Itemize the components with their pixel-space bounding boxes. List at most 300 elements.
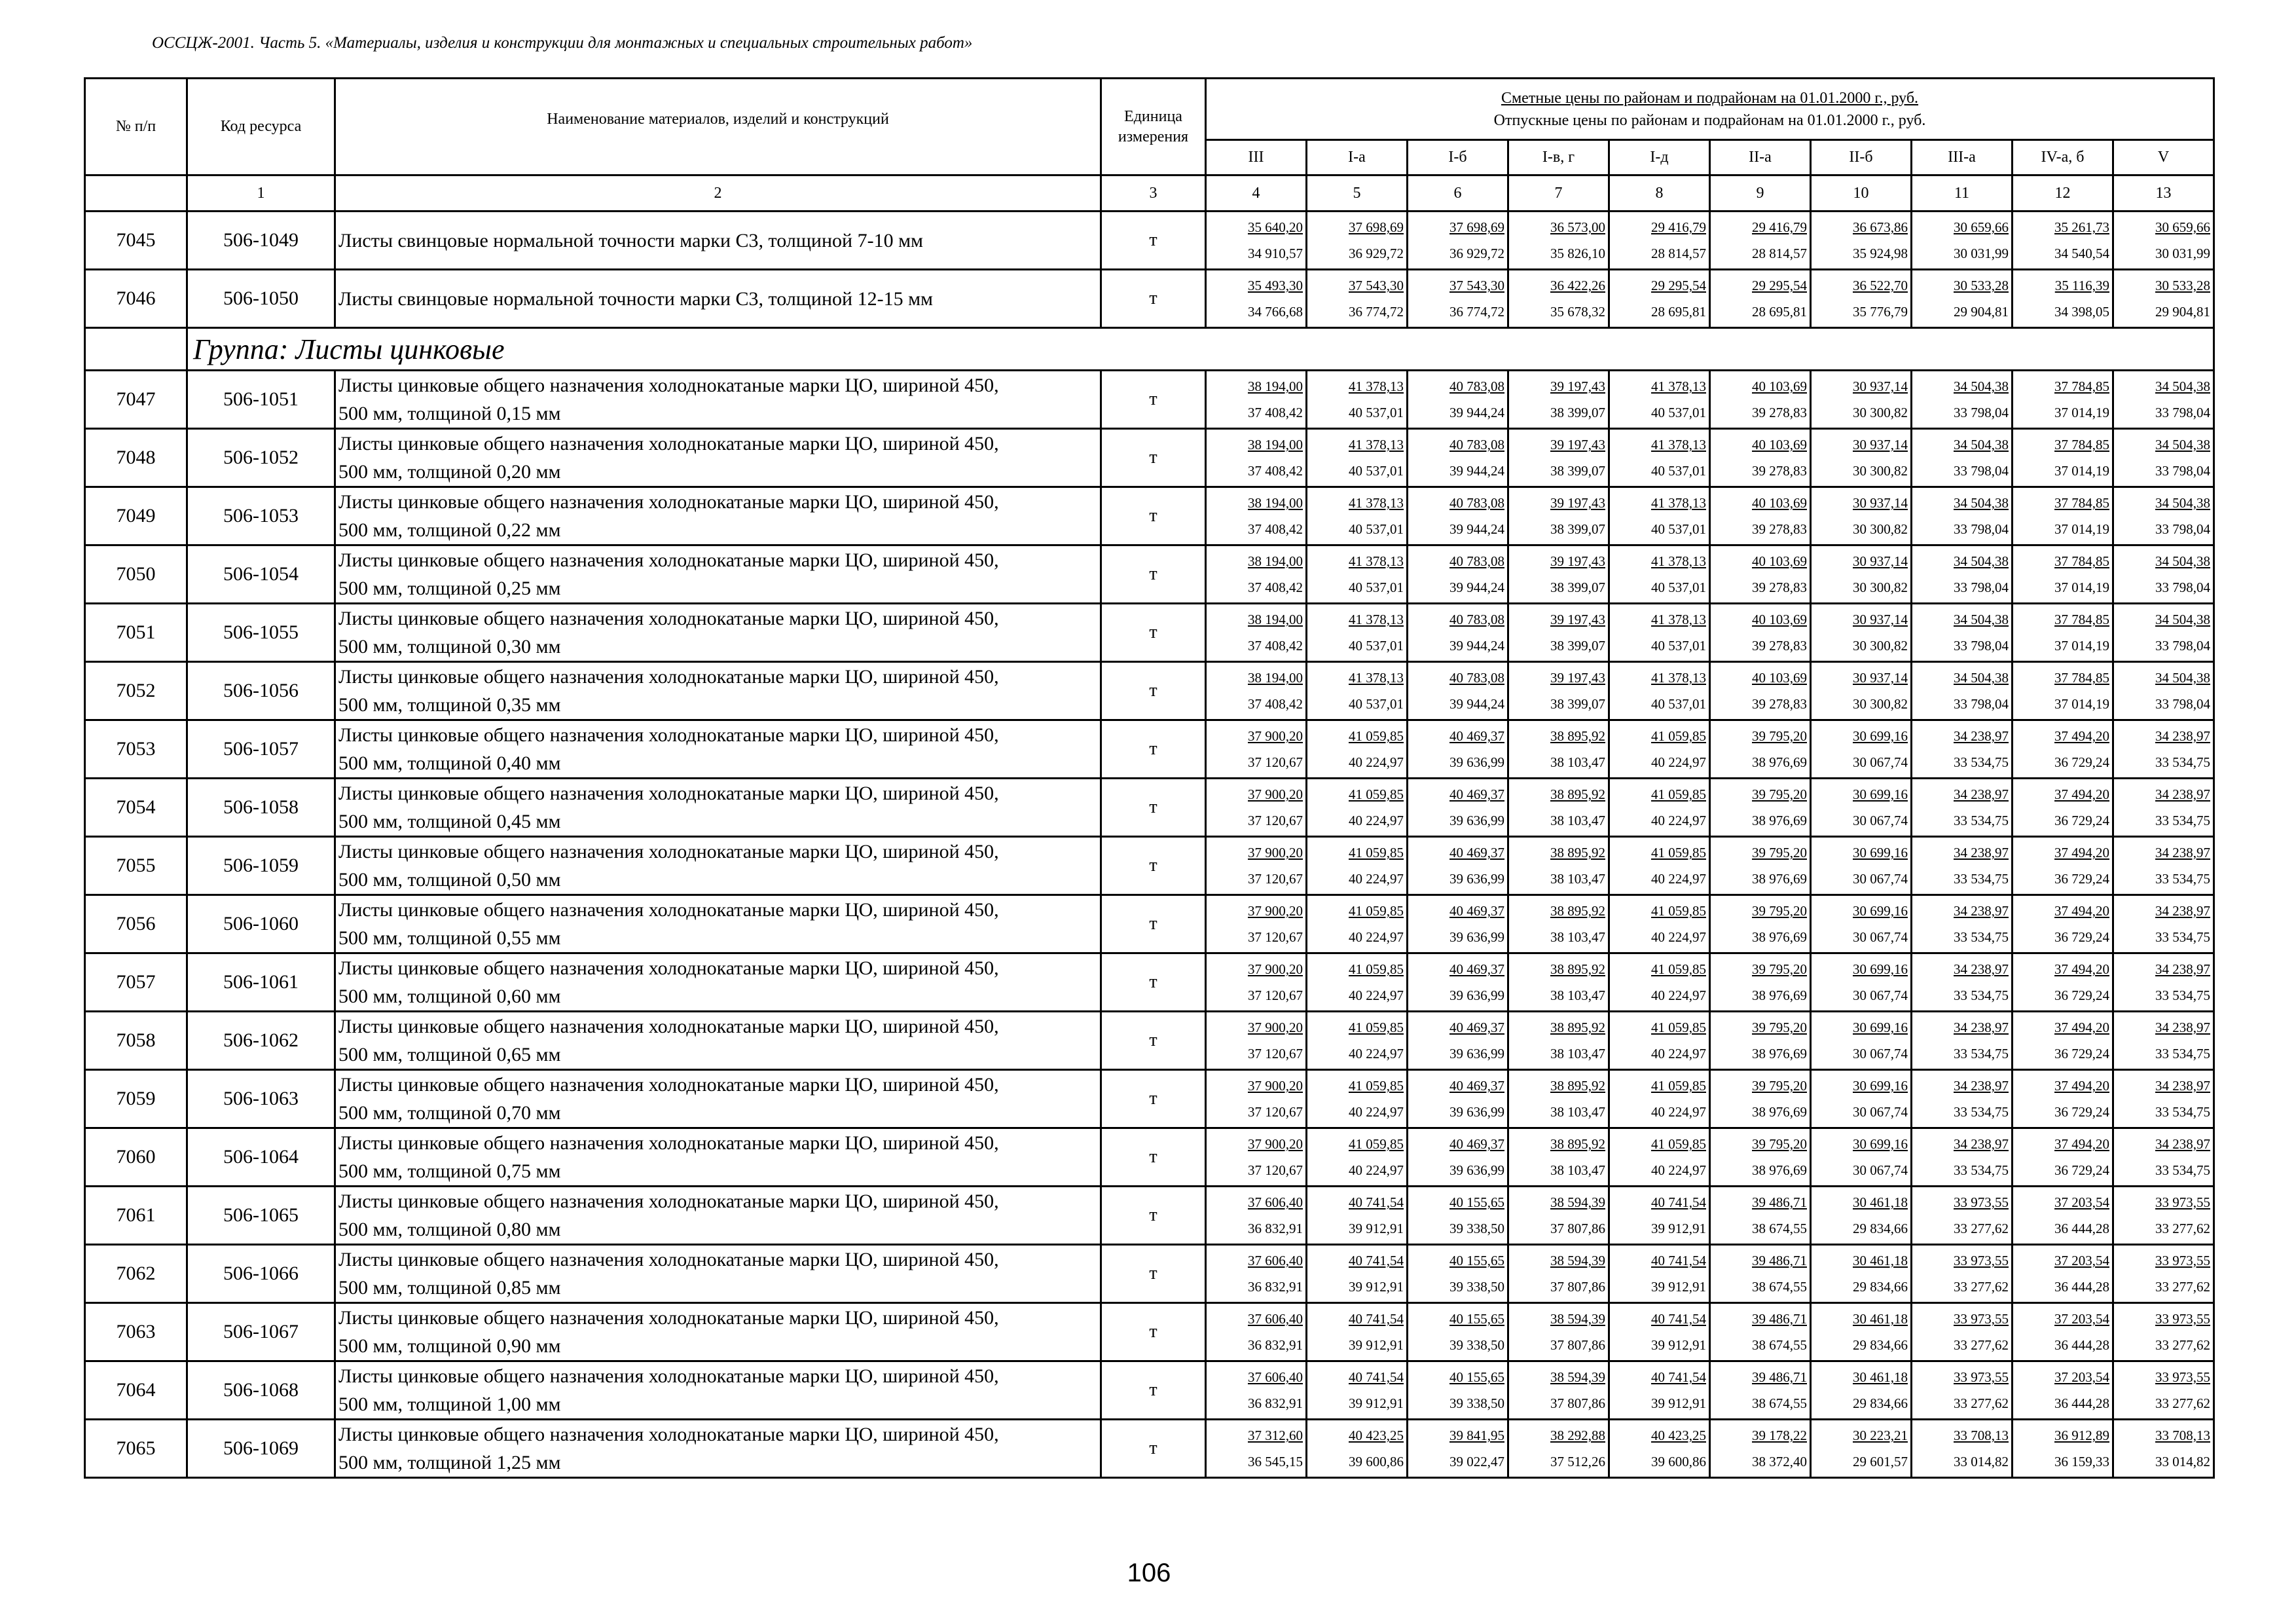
table-row (85, 270, 2214, 328)
release-price: 33 798,04 (1954, 405, 2009, 420)
release-price: 30 300,82 (1853, 405, 1908, 420)
row-number: 7050 (85, 545, 187, 604)
estimate-price: 40 155,65 (1449, 1253, 1504, 1268)
row-number: 7053 (85, 720, 187, 779)
price-cell (2113, 1361, 2214, 1420)
estimate-price: 39 197,43 (1550, 612, 1605, 627)
price-cell (1508, 545, 1609, 604)
price-cell (2013, 1012, 2113, 1070)
estimate-price: 38 895,92 (1550, 786, 1605, 802)
release-price: 39 022,47 (1449, 1454, 1504, 1469)
price-cell (1811, 429, 1912, 487)
price-cell (2013, 429, 2113, 487)
unit: т (1101, 779, 1206, 837)
estimate-price: 38 292,88 (1550, 1428, 1605, 1443)
price-cell (1912, 487, 2013, 545)
release-price: 39 338,50 (1449, 1221, 1504, 1236)
row-number: 7046 (85, 270, 187, 328)
estimate-price: 37 494,20 (2054, 786, 2109, 802)
material-name-line2: 500 мм, толщиной 0,55 мм (338, 927, 561, 949)
estimate-price: 30 659,66 (1954, 219, 2009, 235)
table-row (85, 487, 2214, 545)
price-cell (1811, 837, 1912, 895)
material-name-line2: 500 мм, толщиной 0,60 мм (338, 986, 561, 1007)
estimate-price: 38 194,00 (1248, 495, 1303, 511)
release-price: 38 103,47 (1550, 1046, 1605, 1061)
estimate-price: 30 699,16 (1853, 728, 1908, 744)
table-row (85, 1012, 2214, 1070)
material-name-line2: 500 мм, толщиной 0,90 мм (338, 1335, 561, 1357)
resource-code: 506-1058 (187, 779, 335, 837)
release-price: 37 408,42 (1248, 463, 1303, 479)
estimate-price: 41 378,13 (1651, 437, 1706, 452)
price-cell (1609, 953, 1710, 1012)
price-cell (1811, 545, 1912, 604)
release-price: 33 798,04 (2155, 521, 2211, 537)
release-price: 36 444,28 (2054, 1395, 2109, 1411)
material-name (335, 1070, 1101, 1128)
price-cell (2113, 487, 2214, 545)
estimate-price: 39 486,71 (1752, 1194, 1807, 1210)
price-cell (2013, 371, 2113, 429)
estimate-price: 37 203,54 (2054, 1194, 2109, 1210)
row-number: 7061 (85, 1187, 187, 1245)
row-number: 7055 (85, 837, 187, 895)
material-name-line2: 500 мм, толщиной 0,40 мм (338, 752, 561, 774)
estimate-price: 30 461,18 (1853, 1311, 1908, 1327)
release-price: 38 103,47 (1550, 1162, 1605, 1178)
unit: т (1101, 212, 1206, 270)
estimate-price: 39 841,95 (1449, 1428, 1504, 1443)
unit: т (1101, 1128, 1206, 1187)
estimate-price: 34 504,38 (1954, 437, 2009, 452)
release-price: 34 398,05 (2054, 304, 2109, 320)
release-price: 28 695,81 (1752, 304, 1807, 320)
release-price: 40 224,97 (1349, 813, 1404, 828)
table-row (85, 837, 2214, 895)
price-cell (1307, 953, 1408, 1012)
release-price: 39 278,83 (1752, 463, 1807, 479)
price-cell (1206, 1187, 1307, 1245)
release-price: 33 534,75 (1954, 754, 2009, 770)
estimate-price: 40 741,54 (1651, 1369, 1706, 1385)
table-row (85, 604, 2214, 662)
price-cell (2113, 1187, 2214, 1245)
price-cell (1710, 953, 1811, 1012)
release-price: 33 534,75 (1954, 987, 2009, 1003)
table-row (85, 779, 2214, 837)
column-number: 3 (1101, 175, 1206, 212)
price-cell (1609, 1070, 1710, 1128)
estimate-price: 34 504,38 (1954, 612, 2009, 627)
estimate-price: 34 238,97 (1954, 961, 2009, 977)
price-cell (1609, 604, 1710, 662)
estimate-price: 29 295,54 (1651, 278, 1706, 293)
release-price: 33 798,04 (2155, 696, 2211, 712)
release-price: 39 636,99 (1449, 929, 1504, 945)
row-number: 7060 (85, 1128, 187, 1187)
estimate-price: 39 795,20 (1752, 1020, 1807, 1035)
release-price: 33 534,75 (1954, 813, 2009, 828)
price-cell (1710, 1012, 1811, 1070)
price-cell (1206, 604, 1307, 662)
column-number: 5 (1307, 175, 1408, 212)
price-cell (1710, 604, 1811, 662)
price-cell (1408, 1187, 1508, 1245)
release-price: 40 224,97 (1651, 987, 1706, 1003)
table-body (85, 175, 2214, 1478)
release-price: 37 408,42 (1248, 405, 1303, 420)
release-price: 39 912,91 (1349, 1337, 1404, 1353)
estimate-price: 30 699,16 (1853, 903, 1908, 919)
group-title: Группа: Листы цинковые (187, 328, 2214, 371)
material-name (335, 1361, 1101, 1420)
release-price: 37 807,86 (1550, 1395, 1605, 1411)
price-cell (1811, 1420, 1912, 1478)
estimate-price: 40 783,08 (1449, 495, 1504, 511)
price-cell (1811, 270, 1912, 328)
price-cell (2113, 604, 2214, 662)
table-row (85, 1128, 2214, 1187)
material-name-line1: Листы цинковые общего назначения холоднокатаные марки ЦО, шириной 450, (338, 1249, 999, 1270)
release-price: 33 798,04 (1954, 696, 2009, 712)
resource-code: 506-1055 (187, 604, 335, 662)
estimate-price: 40 469,37 (1449, 786, 1504, 802)
estimate-price: 40 155,65 (1449, 1369, 1504, 1385)
price-cell (1609, 429, 1710, 487)
price-cell (1710, 212, 1811, 270)
estimate-price: 33 708,13 (2155, 1428, 2211, 1443)
release-price: 40 224,97 (1651, 871, 1706, 887)
release-price: 30 067,74 (1853, 1104, 1908, 1120)
price-cell (1206, 837, 1307, 895)
price-cell (1710, 720, 1811, 779)
material-name-line2: 500 мм, толщиной 0,50 мм (338, 869, 561, 891)
estimate-price: 38 895,92 (1550, 1136, 1605, 1152)
price-cell (2013, 270, 2113, 328)
price-cell (1508, 1012, 1609, 1070)
release-price: 35 678,32 (1550, 304, 1605, 320)
price-cell (1307, 837, 1408, 895)
price-cell (1508, 212, 1609, 270)
release-price: 37 014,19 (2054, 696, 2109, 712)
price-cell (1710, 779, 1811, 837)
price-cell (1811, 1303, 1912, 1361)
release-price: 35 776,79 (1853, 304, 1908, 320)
release-price: 30 067,74 (1853, 1046, 1908, 1061)
price-cell (1912, 720, 2013, 779)
table-row (85, 895, 2214, 953)
unit: т (1101, 1012, 1206, 1070)
price-cell (1307, 1187, 1408, 1245)
estimate-price: 39 795,20 (1752, 961, 1807, 977)
price-cell (1508, 1128, 1609, 1187)
material-name-line2: 500 мм, толщиной 0,65 мм (338, 1044, 561, 1065)
price-cell (2113, 1070, 2214, 1128)
price-cell (1912, 1070, 2013, 1128)
price-cell (1408, 1070, 1508, 1128)
price-cell (1408, 212, 1508, 270)
column-number: 12 (2013, 175, 2113, 212)
release-price: 30 067,74 (1853, 813, 1908, 828)
estimate-price: 40 741,54 (1651, 1194, 1706, 1210)
release-price: 40 537,01 (1349, 521, 1404, 537)
price-cell (1206, 953, 1307, 1012)
release-price: 33 798,04 (1954, 638, 2009, 654)
release-price: 39 912,91 (1349, 1279, 1404, 1295)
release-price: 39 912,91 (1651, 1337, 1706, 1353)
release-price: 33 534,75 (1954, 1104, 2009, 1120)
table-row (85, 720, 2214, 779)
price-cell (1408, 1303, 1508, 1361)
price-cell (2113, 1245, 2214, 1303)
price-cell (1508, 837, 1609, 895)
material-name-line2: 500 мм, толщиной 0,45 мм (338, 811, 561, 832)
release-price: 38 976,69 (1752, 1046, 1807, 1061)
estimate-price: 35 493,30 (1248, 278, 1303, 293)
release-price: 39 278,83 (1752, 696, 1807, 712)
price-cell (1206, 1245, 1307, 1303)
estimate-price: 34 238,97 (1954, 728, 2009, 744)
estimate-price: 38 594,39 (1550, 1311, 1605, 1327)
unit: т (1101, 1245, 1206, 1303)
price-cell (1307, 1245, 1408, 1303)
release-price: 30 300,82 (1853, 696, 1908, 712)
header-name: Наименование материалов, изделий и конструкций (335, 79, 1101, 175)
estimate-price: 40 469,37 (1449, 1136, 1504, 1152)
estimate-price: 41 059,85 (1349, 1136, 1404, 1152)
estimate-price: 35 261,73 (2054, 219, 2109, 235)
price-cell (1710, 487, 1811, 545)
price-cell (1912, 545, 2013, 604)
estimate-price: 37 606,40 (1248, 1369, 1303, 1385)
price-cell (2113, 1303, 2214, 1361)
release-price: 33 534,75 (2155, 754, 2211, 770)
estimate-price: 40 783,08 (1449, 612, 1504, 627)
estimate-price: 37 784,85 (2054, 378, 2109, 394)
estimate-price: 33 973,55 (2155, 1369, 2211, 1385)
row-number: 7048 (85, 429, 187, 487)
estimate-price: 37 900,20 (1248, 786, 1303, 802)
price-cell (1206, 1128, 1307, 1187)
release-price: 38 103,47 (1550, 813, 1605, 828)
material-name-line1: Листы цинковые общего назначения холоднокатаные марки ЦО, шириной 450, (338, 375, 999, 396)
price-cell (1206, 545, 1307, 604)
release-price: 29 834,66 (1853, 1221, 1908, 1236)
estimate-price: 40 469,37 (1449, 845, 1504, 860)
release-price: 37 807,86 (1550, 1337, 1605, 1353)
material-name-line1: Листы цинковые общего назначения холоднокатаные марки ЦО, шириной 450, (338, 491, 999, 513)
estimate-price: 33 973,55 (1954, 1369, 2009, 1385)
estimate-price: 33 973,55 (1954, 1253, 2009, 1268)
price-cell (1609, 1012, 1710, 1070)
release-price: 33 534,75 (2155, 871, 2211, 887)
release-price: 38 674,55 (1752, 1279, 1807, 1295)
material-name (335, 662, 1101, 720)
page-number: 106 (1127, 1559, 1171, 1587)
release-price: 29 601,57 (1853, 1454, 1908, 1469)
release-price: 36 444,28 (2054, 1279, 2109, 1295)
estimate-price: 41 059,85 (1651, 1136, 1706, 1152)
estimate-price: 30 461,18 (1853, 1194, 1908, 1210)
estimate-price: 30 937,14 (1853, 553, 1908, 569)
estimate-price: 41 378,13 (1349, 553, 1404, 569)
estimate-price: 39 486,71 (1752, 1253, 1807, 1268)
release-price: 40 224,97 (1349, 1046, 1404, 1061)
estimate-price: 30 699,16 (1853, 1020, 1908, 1035)
price-cell (1811, 953, 1912, 1012)
price-cell (1307, 1303, 1408, 1361)
estimate-price: 34 238,97 (2155, 786, 2211, 802)
price-cell (1508, 662, 1609, 720)
price-cell (1206, 779, 1307, 837)
row-number: 7057 (85, 953, 187, 1012)
price-cell (1307, 545, 1408, 604)
estimate-price: 30 699,16 (1853, 961, 1908, 977)
release-price: 33 277,62 (1954, 1395, 2009, 1411)
release-price: 36 832,91 (1248, 1337, 1303, 1353)
price-cell (1307, 720, 1408, 779)
price-cell (2113, 270, 2214, 328)
release-price: 40 224,97 (1651, 1046, 1706, 1061)
table-row (85, 953, 2214, 1012)
estimate-price: 30 937,14 (1853, 495, 1908, 511)
release-price: 39 944,24 (1449, 405, 1504, 420)
release-price: 38 399,07 (1550, 405, 1605, 420)
estimate-price: 34 504,38 (2155, 437, 2211, 452)
price-cell (1508, 604, 1609, 662)
material-name-line1: Листы цинковые общего назначения холоднокатаные марки ЦО, шириной 450, (338, 608, 999, 629)
estimate-price: 38 194,00 (1248, 670, 1303, 686)
release-price: 38 976,69 (1752, 871, 1807, 887)
release-price: 33 534,75 (1954, 871, 2009, 887)
estimate-price: 37 900,20 (1248, 1020, 1303, 1035)
release-price: 38 976,69 (1752, 1162, 1807, 1178)
price-cell (1710, 662, 1811, 720)
material-name-line1: Листы свинцовые нормальной точности марки С3, толщиной 7-10 мм (338, 229, 924, 251)
price-cell (1811, 720, 1912, 779)
estimate-price: 34 504,38 (1954, 670, 2009, 686)
estimate-price: 40 783,08 (1449, 670, 1504, 686)
estimate-price: 34 238,97 (1954, 903, 2009, 919)
price-cell (1508, 1187, 1609, 1245)
release-price: 40 224,97 (1349, 1162, 1404, 1178)
price-cell (2113, 662, 2214, 720)
estimate-price: 40 741,54 (1651, 1253, 1706, 1268)
price-cell (1206, 1012, 1307, 1070)
column-number: 6 (1408, 175, 1508, 212)
price-cell (1609, 212, 1710, 270)
estimate-price: 40 103,69 (1752, 437, 1807, 452)
estimate-price: 34 504,38 (1954, 495, 2009, 511)
estimate-price: 30 699,16 (1853, 845, 1908, 860)
release-price: 35 826,10 (1550, 246, 1605, 261)
estimate-price: 34 238,97 (2155, 845, 2211, 860)
price-cell (1307, 604, 1408, 662)
header-region: II-а (1710, 140, 1811, 175)
price-cell (1206, 1070, 1307, 1128)
column-number: 11 (1912, 175, 2013, 212)
price-cell (1811, 1187, 1912, 1245)
row-number: 7052 (85, 662, 187, 720)
price-cell (2013, 1361, 2113, 1420)
price-cell (1307, 779, 1408, 837)
release-price: 33 798,04 (1954, 580, 2009, 595)
estimate-price: 37 784,85 (2054, 553, 2109, 569)
release-price: 39 338,50 (1449, 1279, 1504, 1295)
unit: т (1101, 604, 1206, 662)
release-price: 37 807,86 (1550, 1279, 1605, 1295)
price-cell (1609, 837, 1710, 895)
estimate-price: 37 698,69 (1349, 219, 1404, 235)
row-number: 7045 (85, 212, 187, 270)
estimate-price: 30 533,28 (2155, 278, 2211, 293)
estimate-price: 40 423,25 (1349, 1428, 1404, 1443)
estimate-price: 37 543,30 (1349, 278, 1404, 293)
estimate-price: 37 494,20 (2054, 1020, 2109, 1035)
unit: т (1101, 1420, 1206, 1478)
release-price: 38 103,47 (1550, 987, 1605, 1003)
estimate-price: 37 494,20 (2054, 728, 2109, 744)
material-name-line1: Листы цинковые общего назначения холоднокатаные марки ЦО, шириной 450, (338, 1307, 999, 1329)
release-price: 36 729,24 (2054, 871, 2109, 887)
row-number: 7054 (85, 779, 187, 837)
table-row (85, 1361, 2214, 1420)
material-name-line2: 500 мм, толщиной 1,00 мм (338, 1393, 561, 1415)
estimate-price: 34 238,97 (2155, 1078, 2211, 1094)
resource-code: 506-1059 (187, 837, 335, 895)
release-price: 37 014,19 (2054, 521, 2109, 537)
price-cell (1912, 662, 2013, 720)
price-cell (1710, 1187, 1811, 1245)
resource-code: 506-1057 (187, 720, 335, 779)
release-price: 33 277,62 (1954, 1279, 2009, 1295)
release-price: 40 537,01 (1349, 580, 1404, 595)
release-price: 33 534,75 (2155, 987, 2211, 1003)
resource-code: 506-1056 (187, 662, 335, 720)
estimate-price: 38 895,92 (1550, 1078, 1605, 1094)
row-number: 7056 (85, 895, 187, 953)
header-region: I-а (1307, 140, 1408, 175)
release-price: 33 534,75 (2155, 813, 2211, 828)
price-cell (1307, 1012, 1408, 1070)
estimate-price: 34 238,97 (2155, 728, 2211, 744)
release-price: 33 277,62 (2155, 1279, 2211, 1295)
estimate-price: 38 594,39 (1550, 1253, 1605, 1268)
price-cell (2013, 662, 2113, 720)
price-cell (1710, 1128, 1811, 1187)
price-cell (1811, 1070, 1912, 1128)
price-cell (1206, 371, 1307, 429)
estimate-price: 33 973,55 (1954, 1194, 2009, 1210)
column-number: 9 (1710, 175, 1811, 212)
estimate-price: 41 059,85 (1349, 728, 1404, 744)
release-price: 35 924,98 (1853, 246, 1908, 261)
estimate-price: 38 895,92 (1550, 903, 1605, 919)
price-cell (1912, 895, 2013, 953)
price-cell (1609, 545, 1710, 604)
price-cell (1508, 1070, 1609, 1128)
estimate-price: 40 155,65 (1449, 1194, 1504, 1210)
material-name-line1: Листы свинцовые нормальной точности марки С3, толщиной 12-15 мм (338, 287, 934, 310)
price-cell (1408, 662, 1508, 720)
release-price: 36 832,91 (1248, 1221, 1303, 1236)
price-cell (1912, 604, 2013, 662)
estimate-price: 40 103,69 (1752, 495, 1807, 511)
release-price: 37 120,67 (1248, 1104, 1303, 1120)
price-cell (1408, 604, 1508, 662)
price-cell (2013, 1187, 2113, 1245)
